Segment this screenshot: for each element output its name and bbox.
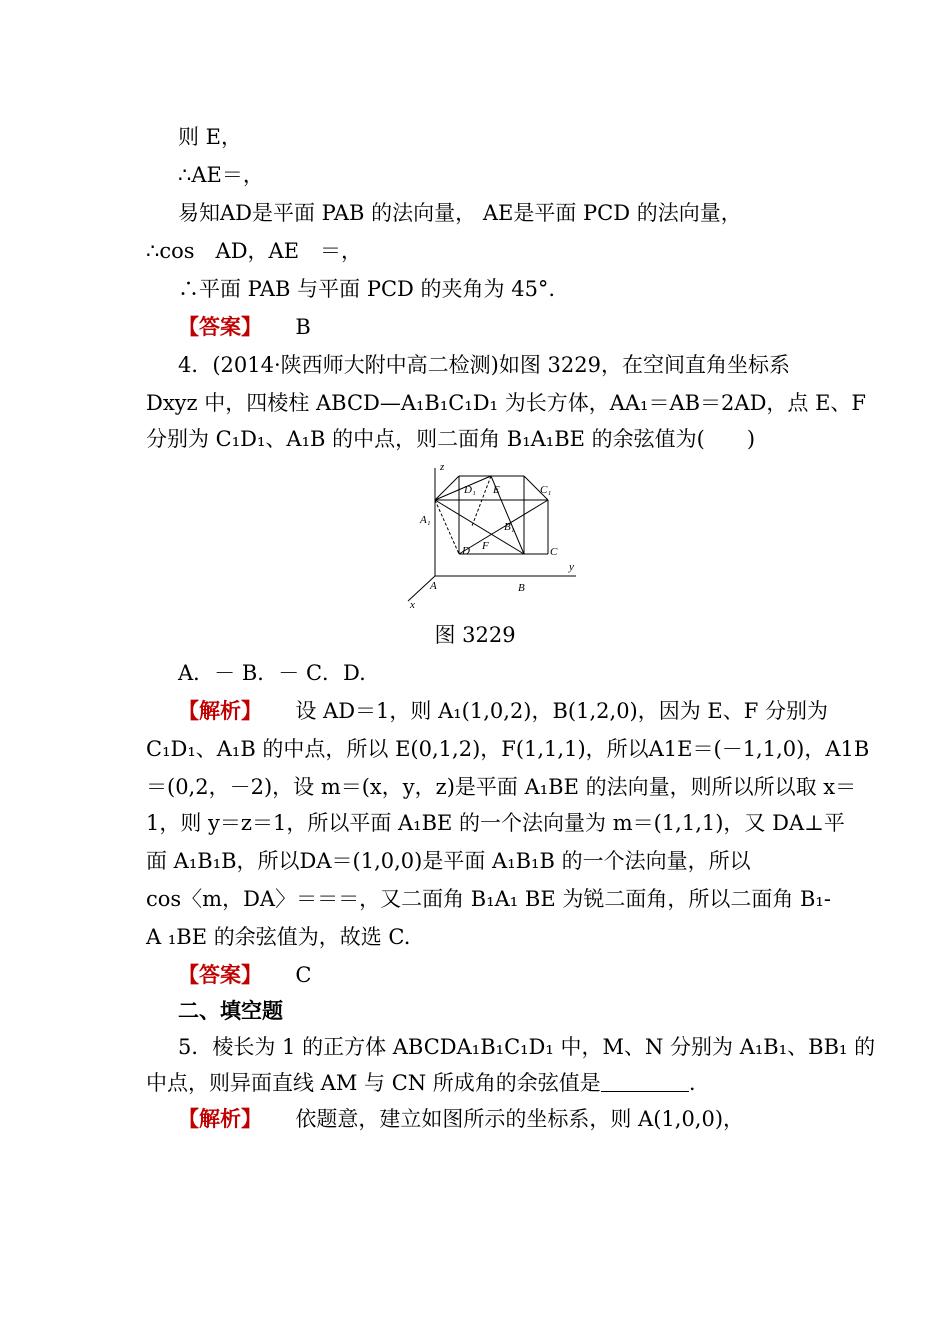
label-A1: A₁ [420,514,431,526]
segment-A1E [435,476,491,500]
label-D: D [462,545,470,557]
analysis-row [178,1104,838,1134]
analysis-text: 依题意，建立如图所示的坐标系，则 A(1,0,0)， [295,1107,745,1131]
question-4-line: 分别为 C₁D₁、A₁B 的中点，则二面角 B₁A₁BE 的余弦值为( ) [146,427,756,451]
analysis-label: 【解析】 [178,1107,262,1131]
figure-caption: 图 3229 [434,623,516,647]
answer-label: 【答案】 [178,963,262,987]
label-A: A [430,580,437,592]
text-line: ∴AE＝， [178,163,264,187]
label-D1: D₁ [464,484,476,496]
text-line: 则 E， [178,125,243,149]
text-line: 易知AD是平面 PAB 的法向量， AE是平面 PCD 的法向量， [178,201,742,225]
label-z: z [440,461,445,473]
label-C1: C₁ [540,484,552,496]
text-line: ∴平面 PAB 与平面 PCD 的夹角为 45°. [178,277,556,301]
options-line: A．－ B．－ C．D. [178,661,366,685]
analysis-row [178,696,838,726]
edge [435,476,459,500]
label-C: C [550,546,558,558]
hidden-edge [435,500,459,554]
question-5-line [146,1068,806,1098]
cuboid-figure [400,458,590,610]
question-5-text: 中点，则异面直线 AM 与 CN 所成角的余弦值是 [146,1071,601,1095]
question-5-end: . [688,1071,696,1095]
analysis-line: A ₁BE 的余弦值为，故选 C. [146,925,411,949]
label-B: B [518,582,525,594]
answer-value: B [295,315,311,339]
analysis-label: 【解析】 [178,699,262,723]
analysis-line: 面 A₁B₁B，所以DA＝(1,0,0)是平面 A₁B₁B 的一个法向量，所以 [146,849,751,873]
analysis-line: cos〈m，DA〉＝＝＝，又二面角 B₁A₁ BE 为锐二面角，所以二面角 B₁- [146,887,831,911]
question-4-line: 4．(2014·陕西师大附中高二检测)如图 3229，在空间直角坐标系 [178,353,790,377]
answer-label: 【答案】 [178,315,262,339]
question-5-line: 5．棱长为 1 的正方体 ABCDA₁B₁C₁D₁ 中，M、N 分别为 A₁B₁、BB₁ 的 [178,1035,876,1059]
answer-blank [601,1071,689,1092]
analysis-line: C₁D₁、A₁B 的中点，所以 E(0,1,2)，F(1,1,1)，所以A1E＝(－1,1,0)，A1B [146,737,870,761]
question-4-line: Dxyz 中，四棱柱 ABCD—A₁B₁C₁D₁ 为长方体，AA₁＝AB＝2AD，点 E、F [146,391,866,415]
analysis-line: ＝(0,2，－2)，设 m＝(x，y，z)是平面 A₁BE 的法向量，则所以所以取 x＝ [146,775,857,799]
analysis-text: 设 AD＝1，则 A₁(1,0,2)，B(1,2,0)，因为 E、F 分别为 [295,699,828,723]
analysis-line: 1，则 y＝z＝1，所以平面 A₁BE 的一个法向量为 m＝(1,1,1)，又 DA⊥平 [146,811,845,835]
label-F: F [482,540,489,552]
answer-row [178,312,838,342]
section-heading: 二、填空题 [178,999,283,1023]
label-y: y [569,561,574,573]
label-E: E [493,484,500,496]
label-B1: B₁ [504,521,515,533]
answer-row [178,960,838,990]
label-x: x [410,599,415,610]
text-line: ∴cos AD，AE ＝， [146,239,363,263]
answer-value: C [295,963,312,987]
